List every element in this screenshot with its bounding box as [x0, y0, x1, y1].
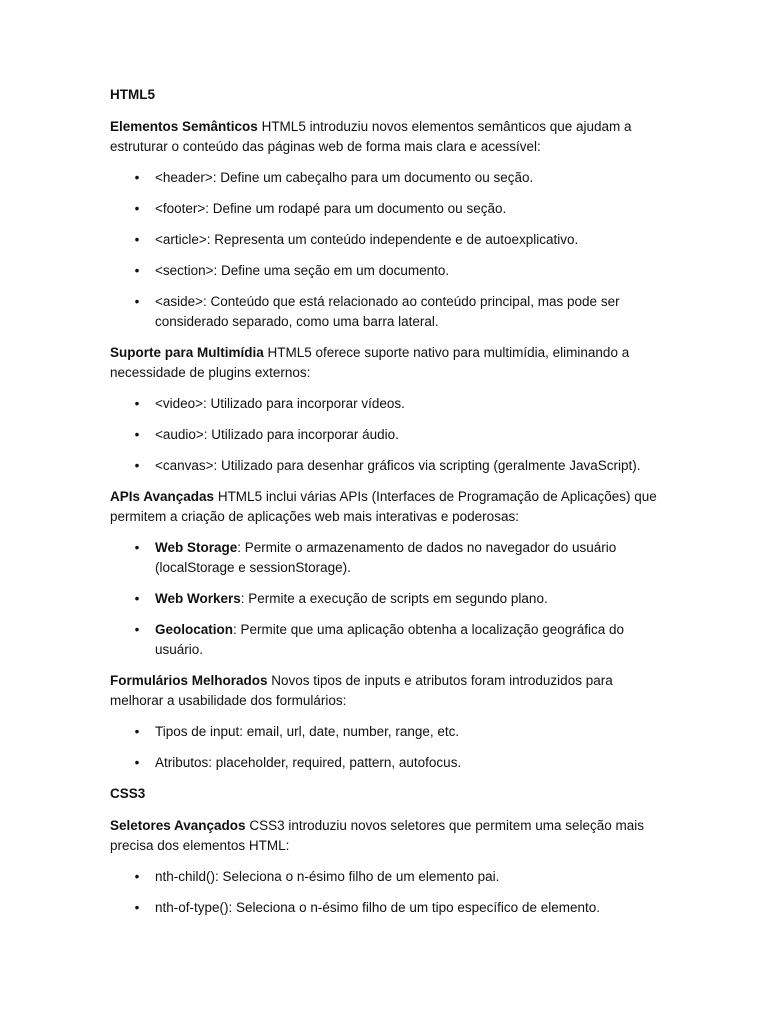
- bullet-icon: •: [134, 294, 140, 309]
- paragraph-lead: Suporte para Multimídia: [110, 345, 264, 360]
- paragraph-lead: Seletores Avançados: [110, 818, 246, 833]
- list-item-text: <header>: Define um cabeçalho para um documento ou seção.: [155, 170, 534, 185]
- paragraph-apis: [110, 487, 658, 527]
- bullet-icon: •: [134, 458, 140, 473]
- list-item-text: : Permite o armazenamento de dados no navegador do usuário (localStorage e sessionStorage).: [155, 540, 617, 575]
- section-heading-html5: HTML5: [110, 87, 155, 102]
- list-item-text: <aside>: Conteúdo que está relacionado ao conteúdo principal, mas pode ser considerado separado, como uma barra lateral.: [155, 294, 620, 329]
- paragraph-multimedia: [110, 343, 658, 383]
- paragraph-text: HTML5 oferece suporte nativo para multimídia, eliminando a necessidade de plugins externos:: [110, 345, 630, 380]
- list-item: [110, 456, 658, 476]
- list-item: [110, 753, 658, 773]
- paragraph-lead: Elementos Semânticos: [110, 119, 258, 134]
- list-item-text: <video>: Utilizado para incorporar vídeos.: [155, 396, 405, 411]
- bullet-icon: •: [134, 232, 140, 247]
- paragraph-text: HTML5 inclui várias APIs (Interfaces de Programação de Aplicações) que permitem a criação de aplicações web mais interativas e poderosas:: [110, 489, 657, 524]
- list-item-text: Tipos de input: email, url, date, number, range, etc.: [155, 724, 460, 739]
- bullet-icon: •: [134, 263, 140, 278]
- bullet-icon: •: [134, 591, 140, 606]
- list-item: [110, 867, 658, 887]
- bullet-icon: •: [134, 724, 140, 739]
- paragraph-text: HTML5 introduziu novos elementos semânticos que ajudam a estruturar o conteúdo das páginas web de forma mais clara e acessível:: [110, 119, 632, 154]
- paragraph-forms: [110, 671, 658, 711]
- bullet-icon: •: [134, 396, 140, 411]
- list-item: [110, 722, 658, 742]
- list-item: [110, 589, 658, 609]
- list-item-term: Web Storage: [155, 540, 238, 555]
- list-item: [110, 425, 658, 445]
- bullet-icon: •: [134, 540, 140, 555]
- bullet-icon: •: [134, 900, 140, 915]
- list-item: [110, 199, 658, 219]
- bullet-icon: •: [134, 170, 140, 185]
- list-item: [110, 538, 658, 578]
- paragraph-selectors: [110, 816, 658, 856]
- document-content: [110, 85, 658, 929]
- list-item-text: nth-of-type(): Seleciona o n-ésimo filho de um tipo específico de elemento.: [155, 900, 600, 915]
- list-item: [110, 292, 658, 332]
- list-item-text: nth-child(): Seleciona o n-ésimo filho de um elemento pai.: [155, 869, 500, 884]
- bullet-icon: •: [134, 427, 140, 442]
- list-item: [110, 394, 658, 414]
- bullet-icon: •: [134, 622, 140, 637]
- list-item-text: <section>: Define uma seção em um documento.: [155, 263, 450, 278]
- bullet-icon: •: [134, 201, 140, 216]
- list-item: [110, 620, 658, 660]
- paragraph-lead: Formulários Melhorados: [110, 673, 268, 688]
- bullet-icon: •: [134, 869, 140, 884]
- list-item-text: : Permite que uma aplicação obtenha a localização geográfica do usuário.: [155, 622, 625, 657]
- list-item: [110, 168, 658, 188]
- bullet-list-semantic: [110, 168, 658, 332]
- list-item-term: Web Workers: [155, 591, 241, 606]
- bullet-icon: •: [134, 755, 140, 770]
- list-item-text: <canvas>: Utilizado para desenhar gráficos via scripting (geralmente JavaScript).: [155, 458, 641, 473]
- list-item: [110, 261, 658, 281]
- bullet-list-forms: [110, 722, 658, 773]
- list-item: [110, 898, 658, 918]
- list-item: [110, 230, 658, 250]
- paragraph-lead: APIs Avançadas: [110, 489, 215, 504]
- bullet-list-multimedia: [110, 394, 658, 476]
- list-item-text: Atributos: placeholder, required, pattern, autofocus.: [155, 755, 462, 770]
- list-item-term: Geolocation: [155, 622, 234, 637]
- list-item-text: : Permite a execução de scripts em segundo plano.: [240, 591, 548, 606]
- list-item-text: <audio>: Utilizado para incorporar áudio.: [155, 427, 399, 442]
- paragraph-text: CSS3 introduziu novos seletores que permitem uma seleção mais precisa dos elementos HTML:: [110, 818, 645, 853]
- list-item-text: <article>: Representa um conteúdo independente e de autoexplicativo.: [155, 232, 579, 247]
- section-heading-css3: CSS3: [110, 786, 146, 801]
- paragraph-semantic-elements: [110, 117, 658, 157]
- bullet-list-selectors: [110, 867, 658, 918]
- list-item-text: <footer>: Define um rodapé para um documento ou seção.: [155, 201, 507, 216]
- paragraph-text: Novos tipos de inputs e atributos foram introduzidos para melhorar a usabilidade dos formulários:: [110, 673, 613, 708]
- bullet-list-apis: [110, 538, 658, 660]
